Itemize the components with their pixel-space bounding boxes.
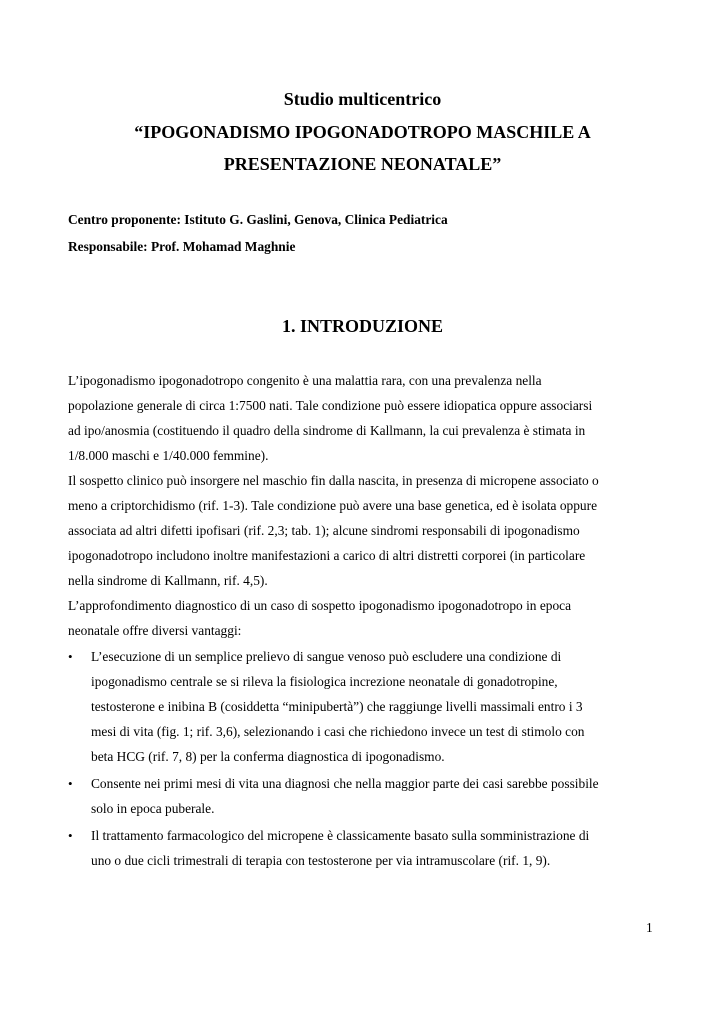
list-item-line: Consente nei primi mesi di vita una diagnosi che nella maggior parte dei casi sarebbe possibile: [91, 776, 599, 791]
paragraph-line: neonatale offre diversi vantaggi:: [68, 623, 242, 638]
list-item-line: testosterone e inibina B (cosiddetta “minipubertà”) che raggiunge livelli massimali entro i 3: [91, 699, 583, 714]
paragraph-line: L’ipogonadismo ipogonadotropo congenito è una malattia rara, con una prevalenza nella: [68, 373, 542, 388]
study-title: Studio multicentrico: [283, 89, 442, 109]
list-item-line: solo in epoca puberale.: [91, 801, 215, 816]
paragraph-line: L’approfondimento diagnostico di un caso di sospetto ipogonadismo ipogonadotropo in epoca: [68, 598, 572, 613]
list-item-line: mesi di vita (fig. 1; rif. 3,6), selezionando i casi che richiedono invece un test di stimolo con: [91, 724, 585, 739]
study-name-line2: PRESENTAZIONE NEONATALE”: [223, 154, 502, 174]
study-name-line1: “IPOGONADISMO IPOGONADOTROPO MASCHILE A: [134, 122, 591, 142]
paragraph-line: Il sospetto clinico può insorgere nel maschio fin dalla nascita, in presenza di micropene associato o: [68, 473, 599, 488]
bullet-icon: •: [68, 828, 73, 843]
list-item-line: ipogonadismo centrale se si rileva la fisiologica increzione neonatale di gonadotropine,: [91, 674, 558, 689]
paragraph-line: nella sindrome di Kallmann, rif. 4,5).: [68, 573, 268, 588]
section-heading: 1. INTRODUZIONE: [281, 316, 444, 336]
paragraph-line: 1/8.000 maschi e 1/40.000 femmine).: [68, 448, 269, 463]
paragraph-line: popolazione generale di circa 1:7500 nati. Tale condizione può essere idiopatica oppure associarsi: [68, 398, 593, 413]
list-item-line: L’esecuzione di un semplice prelievo di sangue venoso può escludere una condizione di: [91, 649, 562, 664]
responsible-person: Responsabile: Prof. Mohamad Maghnie: [68, 239, 296, 254]
paragraph-line: ad ipo/anosmia (costituendo il quadro della sindrome di Kallmann, la cui prevalenza è stimata in: [68, 423, 586, 438]
paragraph-line: ipogonadotropo includono inoltre manifestazioni a carico di altri distretti corporei (in particolare: [68, 548, 586, 563]
paragraph-line: associata ad altri difetti ipofisari (rif. 2,3; tab. 1); alcune sindromi responsabili di ipogonadismo: [68, 523, 580, 538]
bullet-icon: •: [68, 649, 73, 664]
bullet-icon: •: [68, 776, 73, 791]
proposing-center: Centro proponente: Istituto G. Gaslini, Genova, Clinica Pediatrica: [68, 212, 448, 227]
list-item-line: uno o due cicli trimestrali di terapia con testosterone per via intramuscolare (rif. 1, 9).: [91, 853, 551, 868]
list-item-line: Il trattamento farmacologico del micropene è classicamente basato sulla somministrazione di: [91, 828, 590, 843]
paragraph-line: meno a criptorchidismo (rif. 1-3). Tale condizione può avere una base genetica, ed è isolata oppure: [68, 498, 598, 513]
page-number: 1: [646, 920, 653, 935]
list-item-line: beta HCG (rif. 7, 8) per la conferma diagnostica di ipogonadismo.: [91, 749, 445, 764]
